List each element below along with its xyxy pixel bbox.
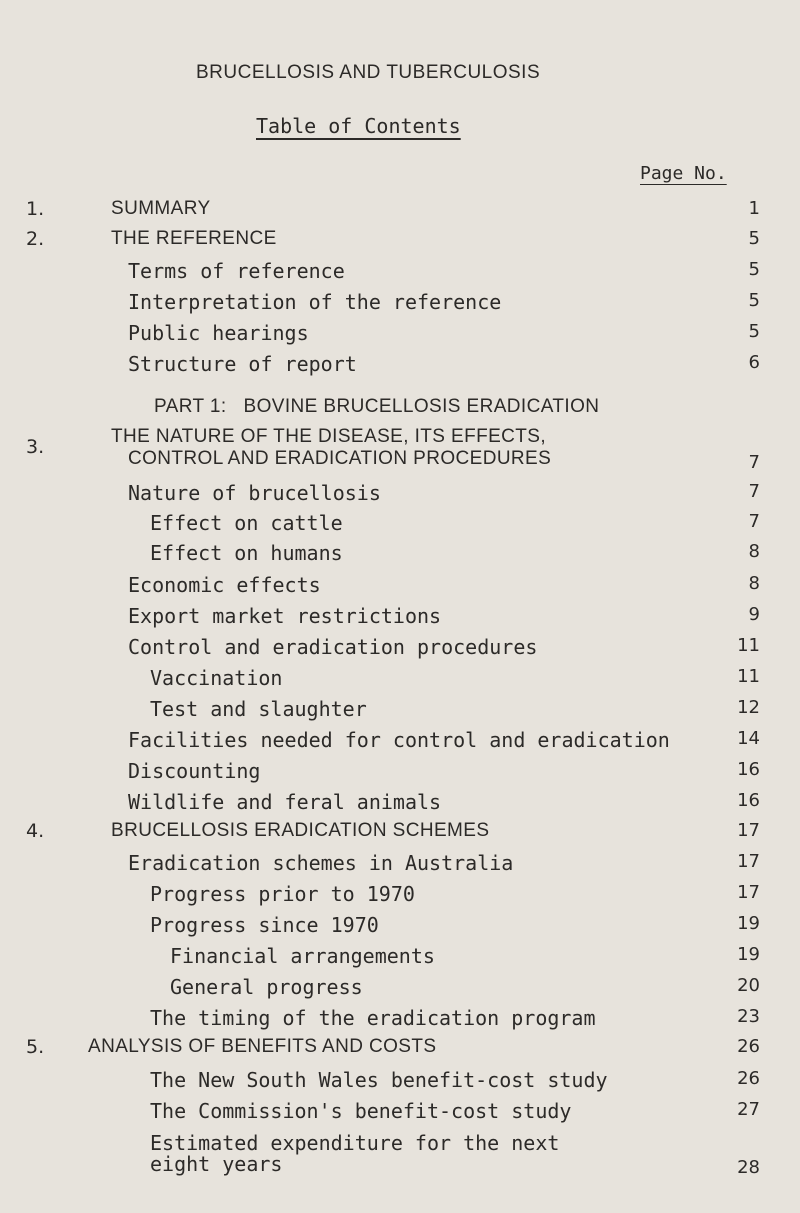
toc-page-number: 12 bbox=[737, 697, 760, 718]
toc-page-number: 5 bbox=[748, 321, 760, 342]
section-number: 1. bbox=[26, 198, 45, 220]
toc-section-title: SUMMARY bbox=[111, 198, 211, 219]
toc-section-title: BRUCELLOSIS ERADICATION SCHEMES bbox=[111, 820, 490, 841]
toc-page-number: 16 bbox=[737, 790, 760, 811]
toc-page-number: 19 bbox=[737, 913, 760, 934]
toc-entry: Wildlife and feral animals bbox=[128, 790, 442, 814]
toc-entry: Progress since 1970 bbox=[150, 913, 379, 937]
toc-page-number: 17 bbox=[737, 851, 760, 872]
toc-section-title: ANALYSIS OF BENEFITS AND COSTS bbox=[88, 1036, 437, 1057]
toc-heading: Table of Contents bbox=[256, 114, 461, 138]
toc-page-number: 19 bbox=[737, 944, 760, 965]
toc-entry: The New South Wales benefit-cost study bbox=[150, 1068, 608, 1092]
toc-entry: General progress bbox=[170, 975, 363, 999]
toc-entry: Vaccination bbox=[150, 666, 283, 690]
toc-page-number: 17 bbox=[737, 882, 760, 903]
toc-page-number: 1 bbox=[748, 198, 760, 219]
toc-page-number: 17 bbox=[737, 820, 760, 841]
toc-entry: Progress prior to 1970 bbox=[150, 882, 415, 906]
toc-entry: Facilities needed for control and eradication bbox=[128, 728, 670, 752]
toc-page-number: 26 bbox=[737, 1068, 760, 1089]
toc-entry: Terms of reference bbox=[128, 259, 345, 283]
toc-entry: The timing of the eradication program bbox=[150, 1006, 596, 1030]
toc-entry: Effect on humans bbox=[150, 541, 343, 565]
toc-entry: Economic effects bbox=[128, 573, 321, 597]
section-number: 5. bbox=[26, 1036, 45, 1058]
toc-entry: Export market restrictions bbox=[128, 604, 442, 628]
toc-page-number: 6 bbox=[748, 352, 760, 373]
toc-page-number: 27 bbox=[737, 1099, 760, 1120]
toc-entry: The Commission's benefit-cost study bbox=[150, 1099, 572, 1123]
toc-entry-continued: eight years bbox=[150, 1152, 283, 1176]
toc-page-number: 8 bbox=[748, 541, 760, 562]
toc-entry: Structure of report bbox=[128, 352, 357, 376]
toc-section-title-continued: CONTROL AND ERADICATION PROCEDURES bbox=[128, 448, 552, 469]
toc-entry: Discounting bbox=[128, 759, 261, 783]
toc-entry: Eradication schemes in Australia bbox=[128, 851, 514, 875]
toc-section-title: THE REFERENCE bbox=[111, 228, 277, 249]
toc-page-number: 7 bbox=[748, 452, 760, 473]
toc-page-number: 16 bbox=[737, 759, 760, 780]
toc-page-number: 5 bbox=[748, 228, 760, 249]
toc-page-number: 8 bbox=[748, 573, 760, 594]
toc-page-number: 9 bbox=[748, 604, 760, 625]
toc-page-number: 14 bbox=[737, 728, 760, 749]
toc-page-number: 20 bbox=[737, 975, 760, 996]
toc-page-number: 26 bbox=[737, 1036, 760, 1057]
toc-page-number: 5 bbox=[748, 290, 760, 311]
toc-entry: Nature of brucellosis bbox=[128, 481, 381, 505]
toc-entry: Control and eradication procedures bbox=[128, 635, 538, 659]
page-number-column-label: Page No. bbox=[640, 163, 727, 184]
toc-page-number: 5 bbox=[748, 259, 760, 280]
document-title: BRUCELLOSIS AND TUBERCULOSIS bbox=[196, 62, 541, 83]
section-number: 3. bbox=[26, 436, 45, 458]
toc-page-number: 28 bbox=[737, 1157, 760, 1178]
part-heading: PART 1: BOVINE BRUCELLOSIS ERADICATION bbox=[154, 396, 600, 417]
toc-entry: Effect on cattle bbox=[150, 511, 343, 535]
section-number: 2. bbox=[26, 228, 45, 250]
toc-page-number: 11 bbox=[737, 666, 760, 687]
toc-entry: Test and slaughter bbox=[150, 697, 367, 721]
toc-entry: Public hearings bbox=[128, 321, 309, 345]
toc-page-number: 7 bbox=[748, 511, 760, 532]
toc-section-title: THE NATURE OF THE DISEASE, ITS EFFECTS, bbox=[111, 426, 547, 447]
toc-entry: Financial arrangements bbox=[170, 944, 435, 968]
section-number: 4. bbox=[26, 820, 45, 842]
toc-page-number: 11 bbox=[737, 635, 760, 656]
toc-page-number: 7 bbox=[748, 481, 760, 502]
toc-entry: Estimated expenditure for the next bbox=[150, 1131, 560, 1155]
toc-page-number: 23 bbox=[737, 1006, 760, 1027]
toc-entry: Interpretation of the reference bbox=[128, 290, 502, 314]
